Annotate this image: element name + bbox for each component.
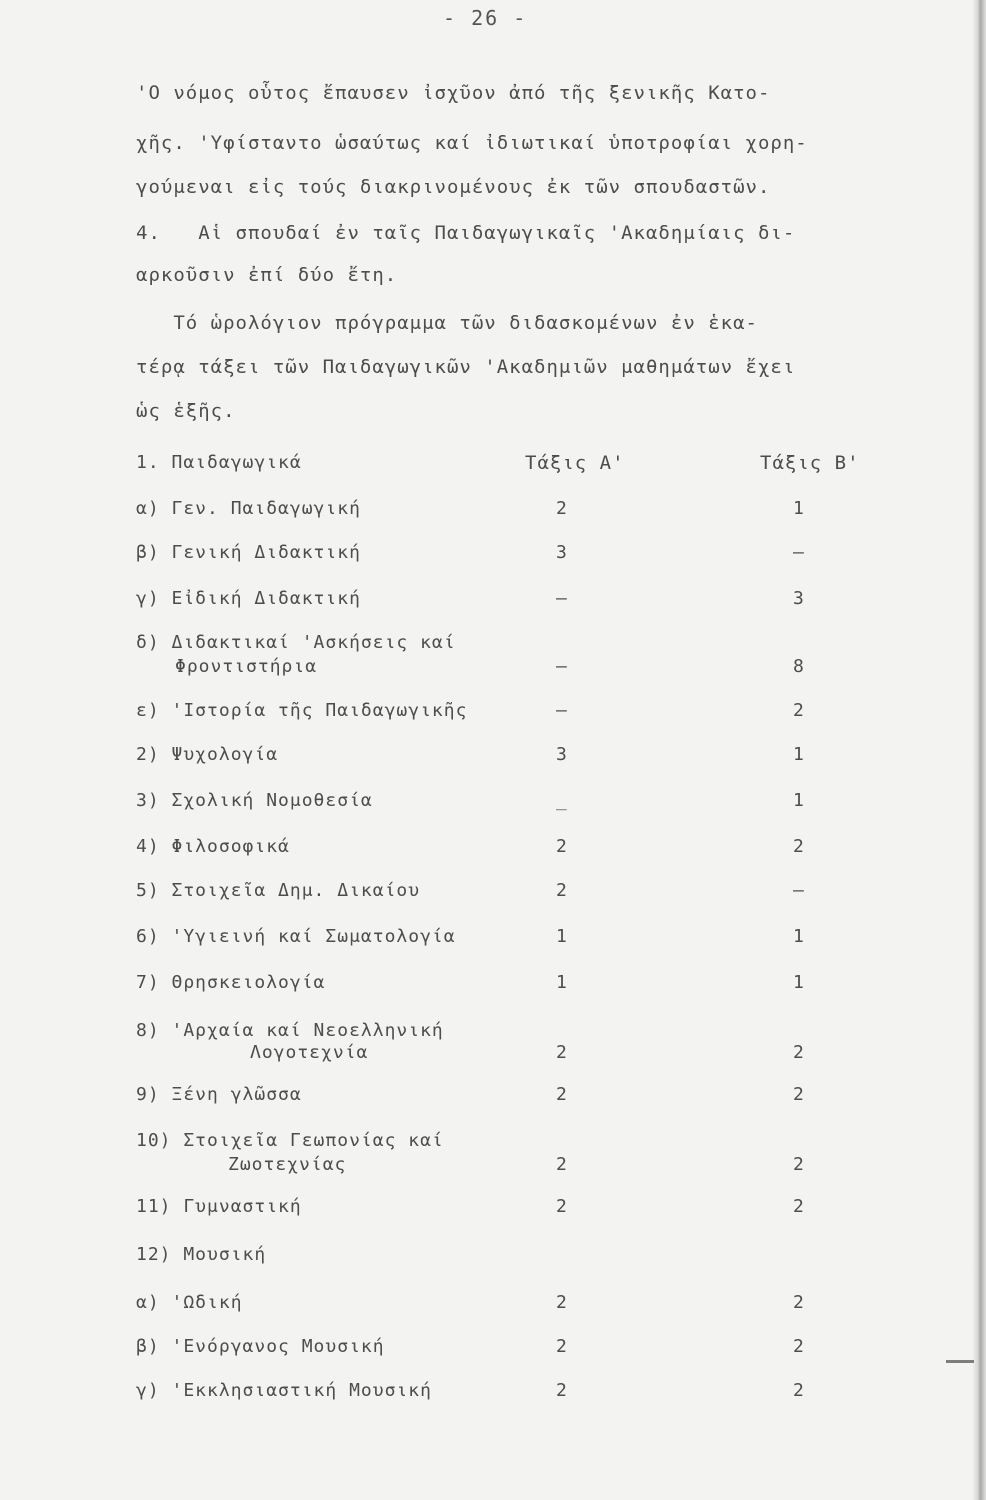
class-a-hours: 2 [556,1084,567,1105]
class-b-hours: 2 [793,1196,804,1217]
class-b-hours: 2 [793,1380,804,1401]
subject-label: α) 'Ωδική [136,1292,243,1313]
class-b-hours: 2 [793,1154,804,1175]
margin-mark [946,1360,974,1363]
class-b-hours: 1 [793,790,804,811]
class-b-hours: 2 [793,836,804,857]
class-a-hours: 2 [556,1196,567,1217]
class-b-hours: 2 [793,1292,804,1313]
subject-label: β) Γενική Διδακτική [136,542,361,563]
class-a-hours: 2 [556,1292,567,1313]
class-b-hours: 8 [793,656,804,677]
table-row [0,926,986,950]
class-a-hours: 2 [556,1042,567,1063]
subject-label: α) Γεν. Παιδαγωγική [136,498,361,519]
subject-label: γ) Εἰδική Διδακτική [136,588,361,609]
subject-label-continuation: Ζωοτεχνίας [228,1154,347,1175]
page-number: - 26 - [443,6,528,30]
paragraph-line: αρκοῦσιν ἐπί δύο ἔτη. [136,264,398,286]
class-b-hours: 2 [793,1336,804,1357]
table-row [0,790,986,814]
subject-label: γ) 'Εκκλησιαστική Μουσική [136,1380,432,1401]
table-row [0,498,986,522]
subject-label: 3) Σχολική Νομοθεσία [136,790,373,811]
subject-label: 11) Γυμναστική [136,1196,302,1217]
table-row [0,1084,986,1108]
subject-label: β) 'Ενόργανος Μουσική [136,1336,385,1357]
class-a-hours: _ [556,790,567,811]
table-row [0,1380,986,1404]
subject-label-continuation: Λογοτεχνία [250,1042,369,1063]
class-a-hours: 2 [556,1336,567,1357]
class-b-hours: – [793,542,804,563]
class-a-hours: 2 [556,880,567,901]
class-b-hours: 1 [793,972,804,993]
class-b-hours: 1 [793,498,804,519]
subject-label: 2) Ψυχολογία [136,744,279,765]
class-b-hours: 3 [793,588,804,609]
class-a-hours: 1 [556,972,567,993]
table-row-continuation [0,656,986,680]
table-row [0,700,986,724]
table-row-continuation [0,1042,986,1066]
paragraph-line: χῆς. 'Υφίσταντο ὡσαύτως καί ἰδιωτικαί ὑποτροφίαι χορη- [136,132,808,154]
table-row [0,1292,986,1316]
col-header-class-b: Τάξις Β' [760,452,860,474]
subject-label-continuation: Φροντιστήρια [175,656,318,677]
subject-label: ε) 'Ιστορία τῆς Παιδαγωγικῆς [136,700,468,721]
class-b-hours: 1 [793,926,804,947]
class-b-hours: 2 [793,700,804,721]
subject-label: 4) Φιλοσοφικά [136,836,290,857]
table-row [0,542,986,566]
paragraph-line: 'Ο νόμος οὗτος ἔπαυσεν ἰσχῦον ἀπό τῆς ξενικῆς Κατο- [136,82,771,104]
table-row [0,880,986,904]
table-row [0,588,986,612]
paragraph-line: τέρᾳ τάξει τῶν Παιδαγωγικῶν 'Ακαδημιῶν μαθημάτων ἔχει [136,356,796,378]
class-b-hours: 2 [793,1042,804,1063]
col-header-class-a: Τάξις Α' [525,452,625,474]
class-a-hours: – [556,656,567,677]
subject-label: 5) Στοιχεῖα Δημ. Δικαίου [136,880,421,901]
subject-label: 6) 'Υγιεινή καί Σωματολογία [136,926,456,947]
class-a-hours: – [556,700,567,721]
paragraph-line: 4. Αἱ σπουδαί ἐν ταῖς Παιδαγωγικαῖς 'Ακαδημίαις δι- [136,222,796,244]
subject-label: 8) 'Αρχαία καί Νεοελληνική [136,1020,444,1041]
paragraph-line: Τό ὡρολόγιον πρόγραμμα τῶν διδασκομένων ἐν ἑκα- [136,312,758,334]
subject-label: 9) Ξένη γλῶσσα [136,1084,302,1105]
class-a-hours: 2 [556,1154,567,1175]
class-a-hours: 2 [556,498,567,519]
class-b-hours: 1 [793,744,804,765]
class-a-hours: 3 [556,542,567,563]
subject-label: 7) Θρησκειολογία [136,972,326,993]
table-row [0,1196,986,1220]
paragraph-line: γούμεναι εἰς τούς διακρινομένους ἐκ τῶν σπουδαστῶν. [136,176,771,198]
table-row [0,972,986,996]
class-a-hours: – [556,588,567,609]
table-header-row [0,452,986,476]
table-row [0,1336,986,1360]
class-b-hours: 2 [793,1084,804,1105]
table-heading: 1. Παιδαγωγικά [136,452,302,473]
paragraph-line: ὡς ἑξῆς. [136,400,236,422]
class-a-hours: 2 [556,1380,567,1401]
table-row-continuation [0,1154,986,1178]
subject-label: 12) Μουσική [136,1244,267,1265]
class-a-hours: 1 [556,926,567,947]
table-row [0,836,986,860]
subject-label: 10) Στοιχεῖα Γεωπονίας καί [136,1130,444,1151]
table-row [0,744,986,768]
subject-label: δ) Διδακτικαί 'Ασκήσεις καί [136,632,456,653]
class-a-hours: 2 [556,836,567,857]
table-row [0,1244,986,1268]
class-a-hours: 3 [556,744,567,765]
class-b-hours: – [793,880,804,901]
